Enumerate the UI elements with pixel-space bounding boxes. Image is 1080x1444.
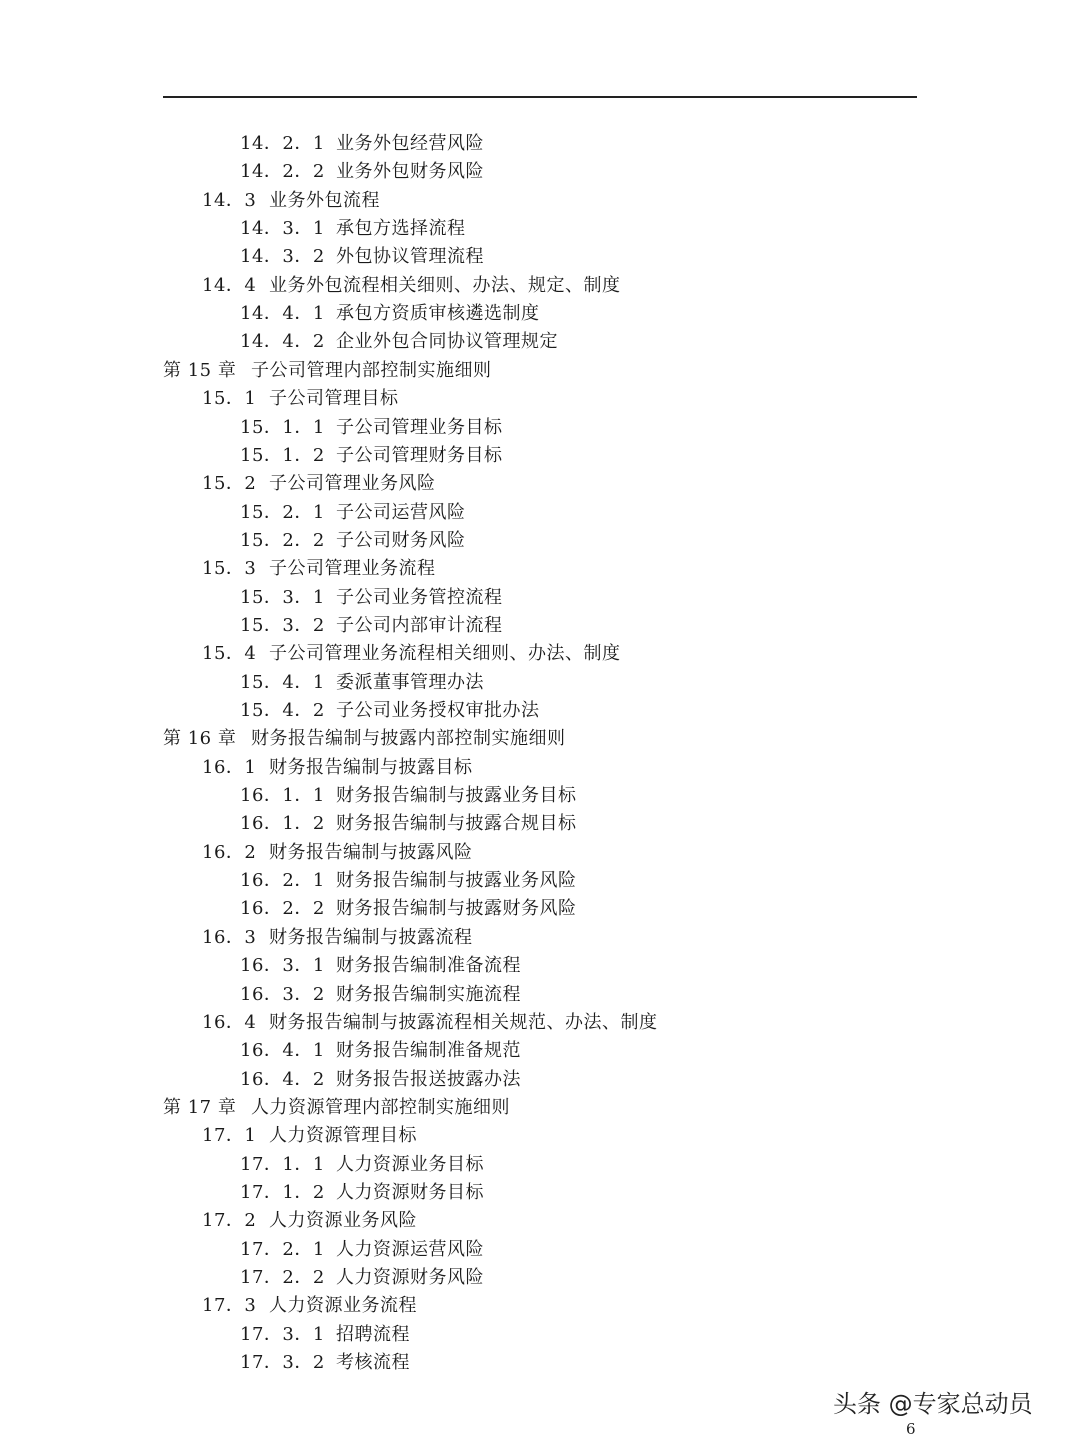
toc-title: 人力资源管理内部控制实施细则	[251, 1096, 510, 1118]
toc-title: 子公司管理业务风险	[269, 473, 436, 495]
toc-title: 子公司管理内部控制实施细则	[251, 359, 492, 381]
toc-title: 子公司管理业务流程相关细则、办法、制度	[269, 643, 621, 665]
toc-title: 财务报告编制与披露目标	[269, 756, 473, 778]
toc-number: 17．3．2	[240, 1352, 325, 1374]
toc-section	[202, 555, 436, 583]
toc-title: 业务外包财务风险	[336, 161, 484, 183]
toc-section	[202, 187, 380, 215]
toc-number: 14．4．1	[240, 303, 325, 325]
toc-section	[202, 1207, 417, 1235]
toc-chapter	[163, 725, 566, 753]
toc-title: 财务报告编制与披露业务目标	[336, 785, 577, 807]
toc-title: 人力资源业务流程	[269, 1295, 417, 1317]
toc-number: 15．1．2	[240, 444, 325, 466]
toc-subsection	[240, 810, 577, 838]
toc-number: 15．1	[202, 388, 257, 410]
toc-number: 15．4	[202, 643, 257, 665]
toc-title: 财务报告报送披露办法	[336, 1068, 521, 1090]
toc-chapter	[163, 1094, 510, 1122]
toc-title: 财务报告编制与披露业务风险	[336, 870, 577, 892]
toc-title: 子公司运营风险	[336, 501, 466, 523]
toc-chapter	[163, 357, 492, 385]
toc-subsection	[240, 215, 466, 243]
toc-title: 财务报告编制与披露风险	[269, 841, 473, 863]
toc-title: 子公司管理目标	[269, 388, 399, 410]
toc-number: 15．3．1	[240, 586, 325, 608]
toc-number: 17．1	[202, 1125, 257, 1147]
toc-section	[202, 754, 473, 782]
toc-subsection	[240, 527, 466, 555]
toc-section	[202, 1292, 417, 1320]
toc-title: 人力资源财务目标	[336, 1181, 484, 1203]
toc-number: 14．4．2	[240, 331, 325, 353]
toc-title: 子公司管理业务流程	[269, 558, 436, 580]
toc-subsection	[240, 158, 484, 186]
toc-subsection	[240, 1179, 484, 1207]
toc-subsection	[240, 243, 484, 271]
toc-number: 17．3	[202, 1295, 257, 1317]
toc-section	[202, 1009, 658, 1037]
toc-title: 人力资源运营风险	[336, 1238, 484, 1260]
toc-subsection	[240, 1037, 521, 1065]
toc-title: 承包方资质审核遴选制度	[336, 303, 540, 325]
toc-number: 第 15 章	[163, 359, 237, 381]
toc-section	[202, 470, 436, 498]
toc-title: 子公司内部审计流程	[336, 614, 503, 636]
toc-section	[202, 640, 621, 668]
toc-number: 16．4．1	[240, 1040, 325, 1062]
page-number: 6	[906, 1420, 916, 1438]
toc-subsection	[240, 499, 466, 527]
toc-number: 16．3．2	[240, 983, 325, 1005]
toc-number: 17．1．1	[240, 1153, 325, 1175]
toc-number: 16．4．2	[240, 1068, 325, 1090]
toc-number: 第 17 章	[163, 1096, 237, 1118]
toc-subsection	[240, 1264, 484, 1292]
toc-title: 子公司管理财务目标	[336, 444, 503, 466]
toc-subsection	[240, 895, 577, 923]
toc-number: 15．4．1	[240, 671, 325, 693]
toc-number: 17．3．1	[240, 1323, 325, 1345]
toc-subsection	[240, 1151, 484, 1179]
toc-title: 财务报告编制准备流程	[336, 955, 521, 977]
toc-section	[202, 272, 621, 300]
toc-section	[202, 839, 473, 867]
toc-title: 企业外包合同协议管理规定	[336, 331, 558, 353]
toc-subsection	[240, 328, 558, 356]
toc-number: 14．3．2	[240, 246, 325, 268]
toc-subsection	[240, 442, 503, 470]
toc-title: 业务外包经营风险	[336, 133, 484, 154]
toc-number: 14．3	[202, 189, 257, 211]
toc-number: 16．4	[202, 1011, 257, 1033]
toc-title: 子公司业务授权审批办法	[336, 700, 540, 721]
toc-title: 子公司管理业务目标	[336, 416, 503, 438]
toc-subsection	[240, 1236, 484, 1264]
toc-number: 15．2．2	[240, 529, 325, 551]
toc-number: 14．3．1	[240, 218, 325, 240]
toc-number: 16．1．2	[240, 813, 325, 835]
toc-subsection	[240, 612, 503, 640]
toc-subsection	[240, 1321, 410, 1349]
toc-subsection	[240, 782, 577, 810]
toc-section	[202, 385, 399, 413]
toc-title: 子公司财务风险	[336, 529, 466, 551]
toc-title: 招聘流程	[336, 1323, 410, 1345]
toc-number: 14．2．1	[240, 133, 325, 154]
toc-number: 16．2．1	[240, 870, 325, 892]
toc-title: 委派董事管理办法	[336, 671, 484, 693]
toc-number: 14．4	[202, 274, 257, 296]
toc-title: 外包协议管理流程	[336, 246, 484, 268]
toc-title: 人力资源业务目标	[336, 1153, 484, 1175]
toc-number: 16．2．2	[240, 898, 325, 920]
toc-title: 财务报告编制与披露内部控制实施细则	[251, 728, 566, 750]
toc-subsection	[240, 414, 503, 442]
toc-title: 财务报告编制准备规范	[336, 1040, 521, 1062]
toc-number: 17．2	[202, 1210, 257, 1232]
toc-title: 业务外包流程	[269, 189, 380, 211]
toc-number: 第 16 章	[163, 728, 237, 750]
toc-section	[202, 1122, 417, 1150]
toc-number: 17．2．1	[240, 1238, 325, 1260]
toc-subsection	[240, 584, 503, 612]
toc-number: 16．1	[202, 756, 257, 778]
toc-subsection	[240, 1349, 410, 1377]
toc-subsection	[240, 952, 521, 980]
toc-title: 财务报告编制与披露流程	[269, 926, 473, 948]
toc-number: 15．4．2	[240, 700, 325, 721]
toc-title: 财务报告编制与披露流程相关规范、办法、制度	[269, 1011, 658, 1033]
toc-section	[202, 924, 473, 952]
toc-number: 17．2．2	[240, 1267, 325, 1288]
toc-subsection	[240, 300, 540, 328]
toc-number: 16．2	[202, 841, 257, 863]
toc-subsection	[240, 130, 484, 158]
toc-title: 人力资源管理目标	[269, 1125, 417, 1147]
toc-number: 15．1．1	[240, 416, 325, 438]
toc-title: 财务报告编制与披露财务风险	[336, 898, 577, 920]
toc-number: 17．1．2	[240, 1181, 325, 1203]
toc-number: 15．3	[202, 558, 257, 580]
toc-number: 16．3．1	[240, 955, 325, 977]
toc-number: 15．2．1	[240, 501, 325, 523]
toc-subsection	[240, 1066, 521, 1094]
toc-title: 人力资源业务风险	[269, 1210, 417, 1232]
toc-number: 16．1．1	[240, 785, 325, 807]
toc-subsection	[240, 867, 577, 895]
toc-subsection	[240, 669, 484, 697]
toc-title: 子公司业务管控流程	[336, 586, 503, 608]
toc-subsection	[240, 697, 540, 725]
toc-number: 15．3．2	[240, 614, 325, 636]
toc-title: 财务报告编制实施流程	[336, 983, 521, 1005]
toc-title: 业务外包流程相关细则、办法、规定、制度	[269, 274, 621, 296]
toc-number: 14．2．2	[240, 161, 325, 183]
watermark-text: 头条 @专家总动员	[833, 1390, 1033, 1418]
toc-number: 16．3	[202, 926, 257, 948]
toc-title: 考核流程	[336, 1352, 410, 1374]
toc-number: 15．2	[202, 473, 257, 495]
toc-title: 人力资源财务风险	[336, 1267, 484, 1288]
header-rule	[163, 96, 917, 98]
toc-title: 承包方选择流程	[336, 218, 466, 240]
toc-title: 财务报告编制与披露合规目标	[336, 813, 577, 835]
toc-subsection	[240, 981, 521, 1009]
